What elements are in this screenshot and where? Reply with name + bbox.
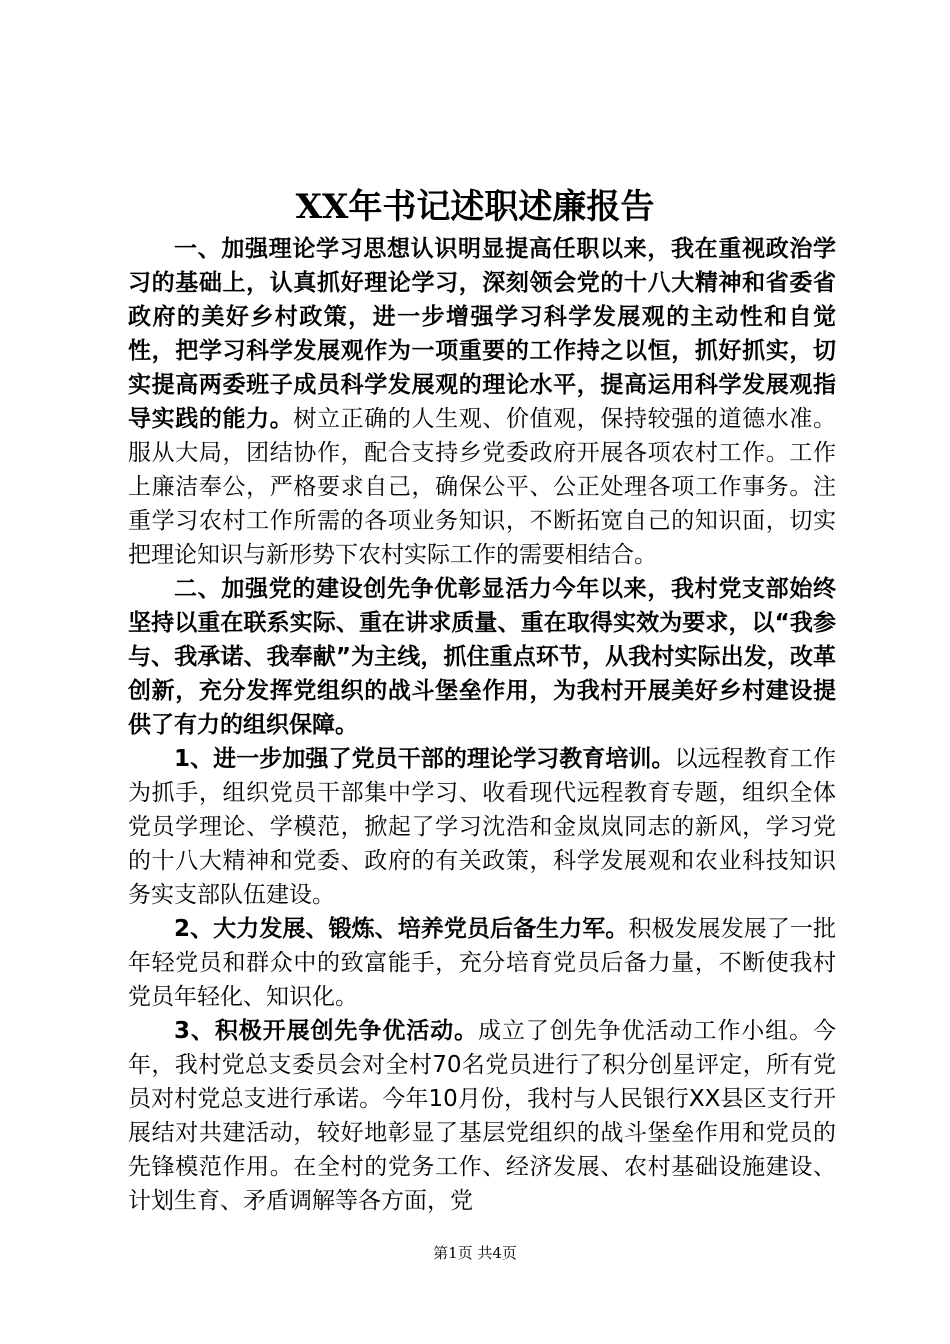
paragraph-text: 以远程教育工作为抓手，组织党员干部集中学习、收看现代远程教育专题，组织全体党员学理论、学模范，掀起了学习沈浩和金岚岚同志的新风，学习党的十八大精神和党委、政府的有关政策，科学发展观和农业科技知识务实支部队伍建设。 — [128, 746, 836, 908]
paragraph-party-building — [128, 572, 836, 742]
page-number-footer: 第1页 共4页 — [433, 1244, 517, 1262]
paragraph-lead: 二、加强党的建设创先争优彰显活力今年以来，我村党支部始终坚持以重在联系实际、重在讲求质量、重在取得实效为要求，以“我参与、我承诺、我奉献”为主线，抓住重点环节，从我村实际出发，改革创新，充分发挥党组织的战斗堡垒作用，为我村开展美好乡村建设提供了有力的组织保障。 — [128, 576, 836, 738]
paragraph-lead: 一、加强理论学习思想认识明显提高任职以来，我在重视政治学习的基础上，认真抓好理论学习，深刻领会党的十八大精神和省委省政府的美好乡村政策，进一步增强学习科学发展观的主动性和自觉性，把学习科学发展观作为一项重要的工作持之以恒，抓好抓实，切实提高两委班子成员科学发展观的理论水平，提高运用科学发展观指导实践的能力。 — [128, 236, 836, 432]
paragraph-text: 树立正确的人生观、价值观，保持较强的道德水准。服从大局，团结协作，配合支持乡党委政府开展各项农村工作。工作上廉洁奉公，严格要求自己，确保公平、公正处理各项工作事务。注重学习农村工作所需的各项业务知识，不断拓宽自己的知识面，切实把理论知识与新形势下农村实际工作的需要相结合。 — [128, 406, 837, 568]
paragraph-lead: 2、大力发展、锻炼、培养党员后备生力军。 — [174, 916, 629, 942]
document-body — [128, 232, 836, 1218]
paragraph-lead: 3、积极开展创先争优活动。 — [174, 1018, 479, 1044]
paragraph-reserve-members — [128, 912, 836, 1014]
paragraph-lead: 1、进一步加强了党员干部的理论学习教育培训。 — [174, 746, 675, 772]
paragraph-excellence-activity — [128, 1014, 836, 1218]
paragraph-text: 成立了创先争优活动工作小组。今年，我村党总支委员会对全村70名党员进行了积分创星评定，所有党员对村党总支进行承诺。今年10月份，我村与人民银行XX县区支行开展结对共建活动，较好地彰显了基层党组织的战斗堡垒作用和党员的先锋模范作用。在全村的党务工作、经济发展、农村基础设施建设、计划生育、矛盾调解等各方面，党 — [128, 1018, 837, 1214]
document-title: XX年书记述职述廉报告 — [295, 187, 655, 227]
paragraph-theory-study — [128, 232, 836, 572]
paragraph-text: 积极发展发展了一批年轻党员和群众中的致富能手，充分培育党员后备力量，不断使我村党员年轻化、知识化。 — [128, 916, 836, 1010]
paragraph-training — [128, 742, 836, 912]
